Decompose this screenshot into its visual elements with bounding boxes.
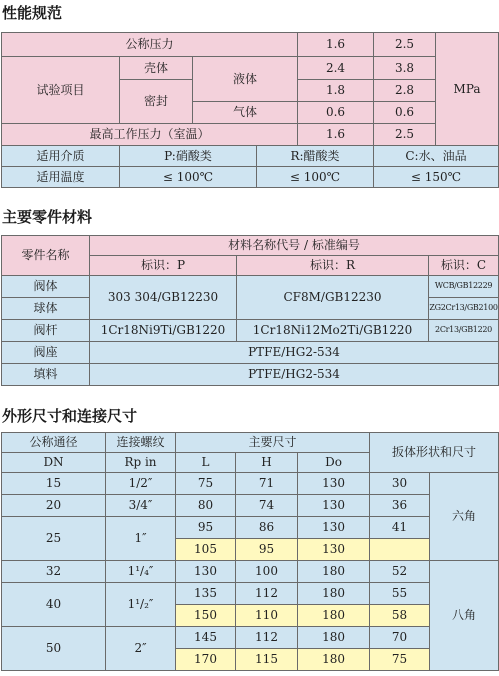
value-cell: 0.6 [374,102,436,124]
value-cell: 2.4 [298,57,374,80]
body-ball-p: 303 304/GB12230 [90,276,237,320]
H-cell: 95 [236,539,298,561]
part-seat: 阀座 [2,342,90,364]
thread-header: 连接螺纹 [106,433,176,453]
L-cell: 170 [176,649,236,671]
oct-label: 八角 [430,561,499,671]
H-cell: 112 [236,583,298,605]
medium-r: R:醋酸类 [257,146,374,167]
dn-header: 公称通径 [2,433,106,453]
value-cell: 1.6 [298,33,374,57]
body-ball-r: CF8M/GB12230 [237,276,429,320]
section-title-performance: 性能规范 [2,4,63,22]
value-cell: 0.6 [298,102,374,124]
table-row [2,561,499,583]
thread-cell: 1¹/₄″ [106,561,176,583]
wrench-cell [370,539,430,561]
performance-table [1,32,499,146]
Do-cell: 180 [298,583,370,605]
Do-cell: 180 [298,627,370,649]
Do-cell: 180 [298,605,370,627]
Do-header: Do [298,453,370,473]
main-dims-header: 主要尺寸 [176,433,370,453]
L-cell: 105 [176,539,236,561]
thread-sub-header: Rp in [106,453,176,473]
H-header: H [236,453,298,473]
mark-c-header: 标识：C [429,256,499,276]
dn-cell: 32 [2,561,106,583]
medium-c: C:水、油品 [374,146,499,167]
dn-cell: 25 [2,517,106,561]
H-cell: 71 [236,473,298,495]
L-cell: 135 [176,583,236,605]
thread-cell: 1¹/₂″ [106,583,176,627]
part-name-header: 零件名称 [2,236,90,276]
H-cell: 86 [236,517,298,539]
mark-p-header: 标识：P [90,256,237,276]
Do-cell: 180 [298,561,370,583]
seal-label: 密封 [120,80,193,124]
body-c: WCB/GB12229 [429,276,499,298]
temp-p: ≤ 100℃ [120,167,257,188]
max-working-pressure-label: 最高工作压力（室温） [2,124,298,146]
part-packing: 填料 [2,364,90,386]
stem-r: 1Cr18Ni12Mo2Ti/GB1220 [237,320,429,342]
unit-label: MPa [436,33,499,146]
material-header: 材料名称代号 / 标准编号 [90,236,499,256]
liquid-label: 液体 [193,57,298,102]
value-cell: 1.8 [298,80,374,102]
gas-label: 气体 [193,102,298,124]
wrench-cell: 36 [370,495,430,517]
wrench-cell: 58 [370,605,430,627]
table-row [2,627,499,649]
L-cell: 145 [176,627,236,649]
medium-p: P:硝酸类 [120,146,257,167]
L-cell: 80 [176,495,236,517]
H-cell: 112 [236,627,298,649]
L-cell: 130 [176,561,236,583]
wrench-cell: 75 [370,649,430,671]
stem-p: 1Cr18Ni9Ti/GB1220 [90,320,237,342]
temp-c: ≤ 150℃ [374,167,499,188]
table-row [2,583,499,605]
shell-label: 壳体 [120,57,193,80]
wrench-cell: 41 [370,517,430,539]
medium-label: 适用介质 [2,146,120,167]
L-cell: 75 [176,473,236,495]
value-cell: 1.6 [298,124,374,146]
table-row [2,495,499,517]
wrench-cell: 70 [370,627,430,649]
materials-table [1,235,499,386]
thread-cell: 1″ [106,517,176,561]
value-cell: 2.5 [374,33,436,57]
seat-material: PTFE/HG2-534 [90,342,499,364]
H-cell: 100 [236,561,298,583]
wrench-cell: 55 [370,583,430,605]
temp-r: ≤ 100℃ [257,167,374,188]
Do-cell: 130 [298,539,370,561]
thread-cell: 2″ [106,627,176,671]
L-header: L [176,453,236,473]
section-title-dimensions: 外形尺寸和连接尺寸 [2,407,138,425]
wrench-header: 扳体形状和尺寸 [370,433,499,473]
H-cell: 74 [236,495,298,517]
thread-cell: 3/4″ [106,495,176,517]
table-row [2,517,499,539]
Do-cell: 130 [298,517,370,539]
L-cell: 150 [176,605,236,627]
hex-label: 六角 [430,473,499,561]
nominal-pressure-label: 公称压力 [2,33,298,57]
temp-label: 适用温度 [2,167,120,188]
value-cell: 2.8 [374,80,436,102]
L-cell: 95 [176,517,236,539]
H-cell: 110 [236,605,298,627]
wrench-cell: 30 [370,473,430,495]
dn-sub-header: DN [2,453,106,473]
dimensions-table [1,432,499,671]
dn-cell: 50 [2,627,106,671]
mark-r-header: 标识：R [237,256,429,276]
dn-cell: 15 [2,473,106,495]
packing-material: PTFE/HG2-534 [90,364,499,386]
thread-cell: 1/2″ [106,473,176,495]
value-cell: 3.8 [374,57,436,80]
part-stem: 阀杆 [2,320,90,342]
part-body: 阀体 [2,276,90,298]
part-ball: 球体 [2,298,90,320]
Do-cell: 180 [298,649,370,671]
stem-c: 2Cr13/GB1220 [429,320,499,342]
wrench-cell: 52 [370,561,430,583]
table-row [2,473,499,495]
H-cell: 115 [236,649,298,671]
Do-cell: 130 [298,495,370,517]
dn-cell: 20 [2,495,106,517]
section-title-materials: 主要零件材料 [2,208,93,226]
medium-table [1,145,499,188]
ball-c: ZG2Cr13/GB2100 [429,298,499,320]
Do-cell: 130 [298,473,370,495]
value-cell: 2.5 [374,124,436,146]
test-item-label: 试验项目 [2,57,120,124]
dn-cell: 40 [2,583,106,627]
